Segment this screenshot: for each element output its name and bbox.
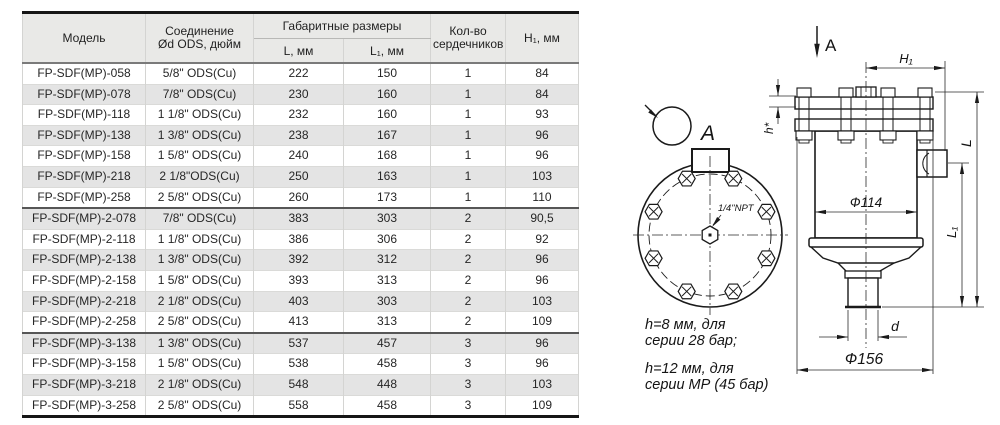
- cell-l: 238: [254, 125, 344, 146]
- table-row: [23, 374, 579, 395]
- cell-cores: 2: [431, 208, 506, 229]
- cell-connection: 2 1/8" ODS(Cu): [146, 374, 254, 395]
- spec-table-header: [23, 13, 579, 64]
- cell-connection: 2 1/8" ODS(Cu): [146, 291, 254, 312]
- table-row: [23, 105, 579, 126]
- cell-h1: 96: [506, 333, 579, 354]
- cell-cores: 3: [431, 333, 506, 354]
- dim-h1-label: H₁: [899, 51, 913, 66]
- cell-h1: 84: [506, 63, 579, 84]
- cell-model: FP-SDF(MP)-258: [23, 187, 146, 208]
- cell-cores: 2: [431, 270, 506, 291]
- dim-d-label: d: [891, 318, 899, 334]
- drawing-area: [600, 0, 1000, 420]
- section-arrow-label: A: [825, 36, 837, 55]
- cell-connection: 1 5/8" ODS(Cu): [146, 146, 254, 167]
- cell-h1: 84: [506, 84, 579, 105]
- cell-h1: 93: [506, 105, 579, 126]
- table-row: [23, 187, 579, 208]
- cell-cores: 1: [431, 146, 506, 167]
- cell-cores: 2: [431, 312, 506, 333]
- table-row: [23, 395, 579, 417]
- cell-h1: 90,5: [506, 208, 579, 229]
- note1-line2: серии 28 бар;: [645, 333, 738, 349]
- table-row: [23, 250, 579, 271]
- header-cores-line1: Кол-во: [449, 24, 487, 38]
- header-dimensions-group: Габаритные размеры: [254, 13, 431, 39]
- cell-connection: 1 3/8" ODS(Cu): [146, 250, 254, 271]
- table-row: [23, 63, 579, 84]
- cell-connection: 1 5/8" ODS(Cu): [146, 270, 254, 291]
- table-row: [23, 270, 579, 291]
- cell-l: 383: [254, 208, 344, 229]
- header-h1: H₁, мм: [506, 13, 579, 64]
- header-cores: [431, 13, 506, 64]
- cell-connection: 1 3/8" ODS(Cu): [146, 125, 254, 146]
- cell-h1: 109: [506, 395, 579, 417]
- cell-l: 392: [254, 250, 344, 271]
- cell-cores: 3: [431, 354, 506, 375]
- cell-l: 260: [254, 187, 344, 208]
- note2-line2: серии МР (45 бар): [645, 377, 769, 393]
- cell-l1: 160: [344, 105, 431, 126]
- table-row: [23, 354, 579, 375]
- cell-h1: 96: [506, 146, 579, 167]
- note1-line1: h=8 мм, для: [645, 317, 726, 333]
- cell-connection: 5/8" ODS(Cu): [146, 63, 254, 84]
- cell-l: 250: [254, 166, 344, 187]
- top-view-port-tab: [692, 149, 729, 172]
- cell-l1: 458: [344, 354, 431, 375]
- top-view: [633, 149, 788, 315]
- side-port: [917, 150, 947, 177]
- dim-l-label: L: [958, 139, 974, 147]
- cell-cores: 1: [431, 187, 506, 208]
- cell-connection: 1 1/8" ODS(Cu): [146, 229, 254, 250]
- cell-l1: 448: [344, 374, 431, 395]
- cell-model: FP-SDF(MP)-3-138: [23, 333, 146, 354]
- cell-model: FP-SDF(MP)-2-118: [23, 229, 146, 250]
- bottom-stem: [848, 278, 878, 307]
- table-row: [23, 84, 579, 105]
- view-label: A: [701, 122, 716, 145]
- cell-cores: 2: [431, 250, 506, 271]
- stem-collar: [845, 271, 881, 278]
- cell-h1: 96: [506, 125, 579, 146]
- cell-l1: 160: [344, 84, 431, 105]
- cell-l1: 167: [344, 125, 431, 146]
- cell-connection: 2 1/8"ODS(Cu): [146, 166, 254, 187]
- dim-dia114-label: Ф114: [849, 195, 883, 210]
- cell-cores: 2: [431, 291, 506, 312]
- cell-h1: 96: [506, 250, 579, 271]
- table-body: [23, 63, 579, 417]
- header-model: Модель: [23, 13, 146, 64]
- cell-l: 558: [254, 395, 344, 417]
- cell-l: 537: [254, 333, 344, 354]
- cell-model: FP-SDF(MP)-2-078: [23, 208, 146, 229]
- cell-connection: 7/8" ODS(Cu): [146, 208, 254, 229]
- cell-cores: 1: [431, 105, 506, 126]
- cell-l1: 168: [344, 146, 431, 167]
- dim-l1-label: L₁: [944, 226, 959, 238]
- cell-model: FP-SDF(MP)-078: [23, 84, 146, 105]
- cell-model: FP-SDF(MP)-058: [23, 63, 146, 84]
- cell-model: FP-SDF(MP)-3-218: [23, 374, 146, 395]
- cell-h1: 109: [506, 312, 579, 333]
- cell-h1: 110: [506, 187, 579, 208]
- cell-l1: 163: [344, 166, 431, 187]
- header-cores-line2: сердечников: [433, 37, 504, 51]
- cell-h1: 96: [506, 270, 579, 291]
- cell-model: FP-SDF(MP)-2-258: [23, 312, 146, 333]
- cell-l1: 313: [344, 312, 431, 333]
- cell-l1: 313: [344, 270, 431, 291]
- header-l1: L₁, мм: [344, 39, 431, 64]
- cell-connection: 1 3/8" ODS(Cu): [146, 333, 254, 354]
- npt-label: 1/4"NPT: [718, 203, 754, 214]
- table-row: [23, 146, 579, 167]
- cell-cores: 1: [431, 125, 506, 146]
- cell-l1: 306: [344, 229, 431, 250]
- cell-l1: 457: [344, 333, 431, 354]
- header-connection: [146, 13, 254, 64]
- cell-connection: 2 5/8" ODS(Cu): [146, 395, 254, 417]
- table-row: [23, 229, 579, 250]
- cell-h1: 103: [506, 374, 579, 395]
- cell-l1: 150: [344, 63, 431, 84]
- cell-cores: 2: [431, 229, 506, 250]
- header-connection-line2: Ød ODS, дюйм: [158, 37, 241, 51]
- table-row: [23, 291, 579, 312]
- spec-table: [22, 11, 579, 418]
- cell-l1: 312: [344, 250, 431, 271]
- cell-connection: 1 1/8" ODS(Cu): [146, 105, 254, 126]
- cell-h1: 103: [506, 166, 579, 187]
- cell-l: 386: [254, 229, 344, 250]
- table-row: [23, 333, 579, 354]
- cell-l: 393: [254, 270, 344, 291]
- dim-dia156-label: Ф156: [844, 351, 884, 368]
- cell-l: 230: [254, 84, 344, 105]
- cell-cores: 3: [431, 374, 506, 395]
- cell-connection: 1 5/8" ODS(Cu): [146, 354, 254, 375]
- cell-l1: 303: [344, 208, 431, 229]
- cell-model: FP-SDF(MP)-138: [23, 125, 146, 146]
- technical-drawing: [600, 0, 1000, 420]
- cell-model: FP-SDF(MP)-3-258: [23, 395, 146, 417]
- dim-h-star-label: h*: [762, 122, 776, 134]
- cell-h1: 96: [506, 354, 579, 375]
- drawing-notes: [645, 317, 768, 393]
- flange-plate-lower: [795, 119, 933, 131]
- cell-model: FP-SDF(MP)-2-158: [23, 270, 146, 291]
- cell-l: 548: [254, 374, 344, 395]
- cell-l: 413: [254, 312, 344, 333]
- table-row: [23, 166, 579, 187]
- cell-model: FP-SDF(MP)-3-158: [23, 354, 146, 375]
- cell-l: 222: [254, 63, 344, 84]
- table-row: [23, 208, 579, 229]
- cell-l: 403: [254, 291, 344, 312]
- cell-l1: 173: [344, 187, 431, 208]
- cell-connection: 7/8" ODS(Cu): [146, 84, 254, 105]
- header-connection-line1: Соединение: [165, 24, 234, 38]
- cell-cores: 1: [431, 84, 506, 105]
- header-l: L, мм: [254, 39, 344, 64]
- cell-model: FP-SDF(MP)-2-138: [23, 250, 146, 271]
- view-indicator: [645, 105, 715, 145]
- cell-model: FP-SDF(MP)-2-218: [23, 291, 146, 312]
- section-arrow: [814, 26, 837, 58]
- cell-model: FP-SDF(MP)-158: [23, 146, 146, 167]
- cell-connection: 2 5/8" ODS(Cu): [146, 312, 254, 333]
- cell-model: FP-SDF(MP)-218: [23, 166, 146, 187]
- cell-l: 240: [254, 146, 344, 167]
- cell-connection: 2 5/8" ODS(Cu): [146, 187, 254, 208]
- cell-h1: 103: [506, 291, 579, 312]
- cell-h1: 92: [506, 229, 579, 250]
- cell-l1: 303: [344, 291, 431, 312]
- cell-l: 232: [254, 105, 344, 126]
- cell-l: 538: [254, 354, 344, 375]
- table-row: [23, 125, 579, 146]
- cell-model: FP-SDF(MP)-118: [23, 105, 146, 126]
- cell-l1: 458: [344, 395, 431, 417]
- cell-cores: 1: [431, 63, 506, 84]
- cell-cores: 1: [431, 166, 506, 187]
- flange-plate-upper: [795, 97, 933, 109]
- note2-line1: h=12 мм, для: [645, 361, 734, 377]
- table-row: [23, 312, 579, 333]
- cell-cores: 3: [431, 395, 506, 417]
